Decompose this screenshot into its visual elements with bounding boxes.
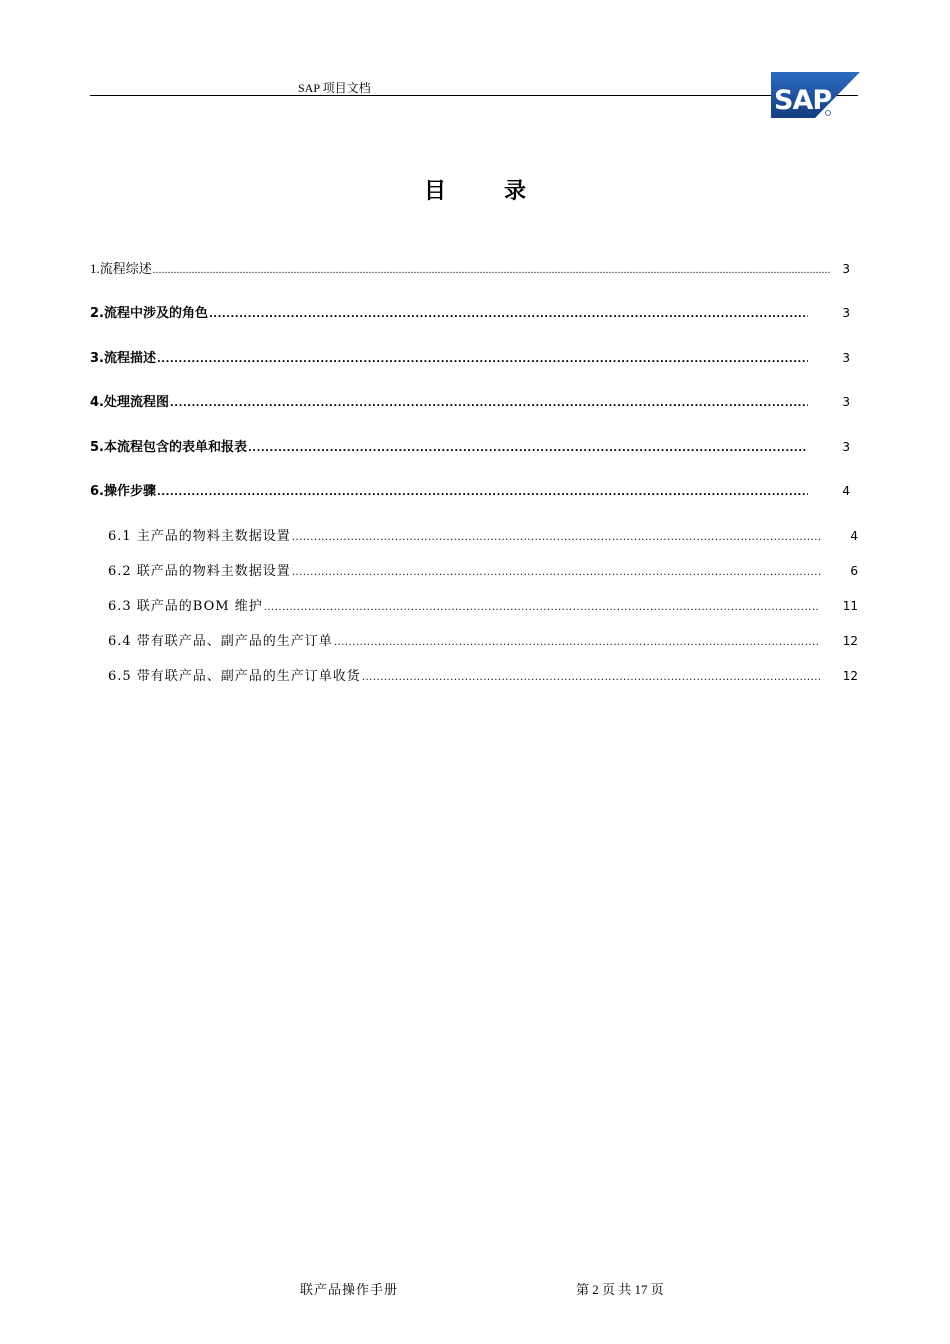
toc-subentry[interactable] bbox=[108, 561, 858, 581]
toc-leader-dots bbox=[362, 668, 820, 688]
toc-entry-page: 12 bbox=[842, 634, 858, 648]
toc-entry-label: 6.1 主产品的物料主数据设置 bbox=[108, 529, 291, 544]
toc-entry-page: 3 bbox=[842, 262, 850, 276]
toc-entry-label: 1.流程综述 bbox=[90, 261, 152, 276]
toc-entry-label: 3.流程描述 bbox=[90, 351, 156, 366]
toc-entry[interactable] bbox=[90, 437, 850, 457]
toc-entry-page: 11 bbox=[842, 599, 858, 613]
toc-entry-label: 4.处理流程图 bbox=[90, 395, 169, 410]
toc-leader-dots bbox=[157, 483, 808, 503]
toc-entry-page: 3 bbox=[842, 351, 850, 365]
toc-entry-page: 4 bbox=[842, 484, 850, 498]
toc-subentry[interactable] bbox=[108, 596, 858, 616]
toc-entry[interactable] bbox=[90, 481, 850, 501]
toc-subentry[interactable] bbox=[108, 526, 858, 546]
toc-subentry[interactable] bbox=[108, 631, 858, 651]
toc-subentry[interactable] bbox=[108, 666, 858, 686]
toc-entry-page: 3 bbox=[842, 306, 850, 320]
toc-title-char-2: 录 bbox=[504, 179, 527, 204]
header-title: SAP 项目文档 bbox=[298, 81, 371, 95]
toc-entry-label: 6.3 联产品的BOM 维护 bbox=[108, 599, 263, 614]
toc-leader-dots bbox=[292, 563, 820, 583]
toc-entry-label: 6.5 带有联产品、副产品的生产订单收货 bbox=[108, 669, 361, 684]
toc-entry-label: 6.操作步骤 bbox=[90, 484, 156, 499]
footer-page-number: 第 2 页 共 17 页 bbox=[576, 1282, 664, 1297]
toc-leader-dots bbox=[264, 598, 820, 618]
toc-entry[interactable] bbox=[90, 259, 850, 279]
toc-entry-page: 6 bbox=[850, 564, 858, 578]
toc-title-char-1: 目 bbox=[423, 179, 446, 204]
toc-entry-page: 4 bbox=[850, 529, 858, 543]
toc-entry[interactable] bbox=[90, 392, 850, 412]
toc-entry[interactable] bbox=[90, 303, 850, 323]
toc-leader-dots bbox=[170, 394, 808, 414]
toc-leader-dots bbox=[248, 439, 808, 459]
footer-document-name: 联产品操作手册 bbox=[300, 1283, 399, 1298]
toc-entry-page: 3 bbox=[842, 395, 850, 409]
sap-logo-text: SAP bbox=[774, 85, 832, 116]
toc-entry[interactable] bbox=[90, 348, 850, 368]
toc-entry-page: 3 bbox=[842, 440, 850, 454]
toc-entry-label: 5.本流程包含的表单和报表 bbox=[90, 440, 247, 455]
toc-leader-dots bbox=[334, 633, 820, 653]
toc-leader-dots bbox=[157, 350, 808, 370]
toc-leader-dots bbox=[153, 261, 831, 281]
toc-entry-label: 6.2 联产品的物料主数据设置 bbox=[108, 564, 291, 579]
toc-entry-page: 12 bbox=[842, 669, 858, 683]
toc-entry-label: 6.4 带有联产品、副产品的生产订单 bbox=[108, 634, 333, 649]
toc-leader-dots bbox=[209, 305, 808, 325]
toc-leader-dots bbox=[292, 528, 820, 548]
toc-entry-label: 2.流程中涉及的角色 bbox=[90, 306, 208, 321]
